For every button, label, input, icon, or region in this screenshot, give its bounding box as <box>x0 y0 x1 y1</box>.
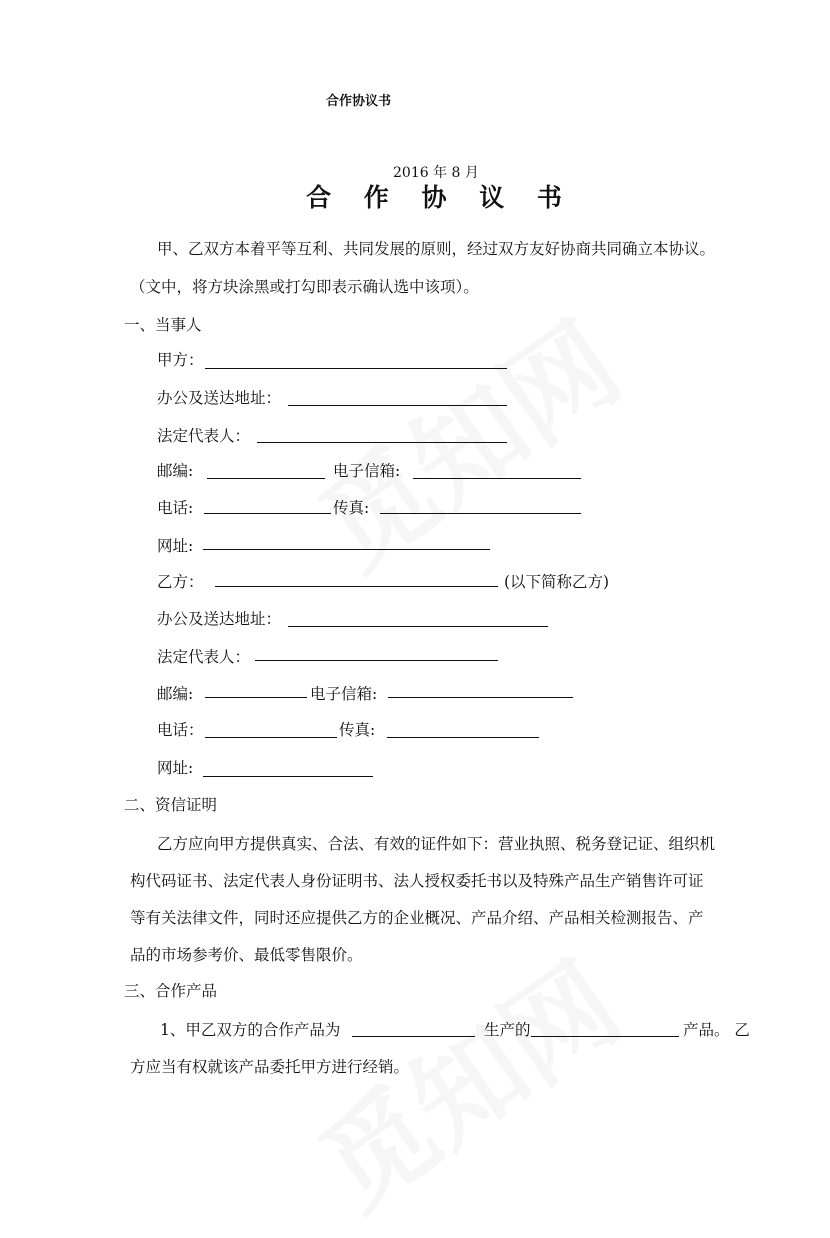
section-heading-products: 三、合作产品 <box>124 982 218 1000</box>
party-b-postcode-field[interactable] <box>205 697 307 698</box>
party-b-website-label: 网址: <box>157 759 194 777</box>
products-item1-suffix: 产品。 乙 <box>683 1021 750 1039</box>
party-b-phone-field[interactable] <box>205 737 337 738</box>
party-b-email-label: 电子信箱: <box>310 685 378 703</box>
products-item1-line2: 方应当有权就该产品委托甲方进行经销。 <box>130 1058 410 1076</box>
party-a-email-label: 电子信箱: <box>333 462 401 480</box>
party-a-phone-field[interactable] <box>204 513 331 514</box>
party-a-phone-label: 电话: <box>157 499 194 517</box>
party-a-postcode-label: 邮编: <box>157 462 194 480</box>
products-item1-mid: 生产的 <box>484 1021 531 1039</box>
party-a-address-label: 办公及送达地址： <box>157 389 282 407</box>
credentials-line-4: 品的市场参考价、最低零售限价。 <box>130 946 363 964</box>
products-product-field[interactable] <box>531 1036 679 1037</box>
watermark <box>285 280 646 599</box>
party-b-address-label: 办公及送达地址： <box>157 610 282 628</box>
party-a-name-field[interactable] <box>205 368 507 369</box>
party-b-website-field[interactable] <box>203 776 373 777</box>
section-heading-parties: 一、当事人 <box>124 316 202 334</box>
products-manufacturer-field[interactable] <box>352 1036 475 1037</box>
party-b-rep-label: 法定代表人： <box>157 648 251 666</box>
intro-line-1: 甲、乙双方本着平等互利、共同发展的原则，经过双方友好协商共同确立本协议。 <box>157 240 716 258</box>
party-a-website-label: 网址: <box>157 537 194 555</box>
party-b-name-suffix: (以下简称乙方) <box>504 573 610 591</box>
party-b-name-field[interactable] <box>215 586 498 587</box>
header-small-title: 合作协议书 <box>326 94 392 109</box>
party-a-website-field[interactable] <box>203 549 490 550</box>
section-heading-credentials: 二、资信证明 <box>124 796 218 814</box>
watermark <box>285 920 646 1238</box>
party-a-rep-field[interactable] <box>257 442 507 443</box>
party-b-fax-label: 传真: <box>339 721 376 739</box>
party-a-fax-label: 传真: <box>333 499 370 517</box>
party-a-rep-label: 法定代表人： <box>157 427 251 445</box>
party-b-name-label: 乙方： <box>157 573 204 591</box>
document-title: 合 作 协 议 书 <box>306 183 574 212</box>
party-a-fax-field[interactable] <box>380 513 581 514</box>
party-a-address-field[interactable] <box>288 405 507 406</box>
party-a-email-field[interactable] <box>413 478 581 479</box>
party-a-name-label: 甲方： <box>157 351 204 369</box>
party-b-email-field[interactable] <box>388 697 573 698</box>
party-b-phone-label: 电话： <box>157 721 204 739</box>
party-b-address-field[interactable] <box>288 626 548 627</box>
intro-line-2: （文中，将方块涂黑或打勾即表示确认选中该项）。 <box>130 278 479 296</box>
party-a-postcode-field[interactable] <box>207 478 325 479</box>
party-b-fax-field[interactable] <box>387 737 539 738</box>
document-date: 2016 年 8 月 <box>393 165 479 181</box>
credentials-line-1: 乙方应向甲方提供真实、合法、有效的证件如下：营业执照、税务登记证、组织机 <box>157 835 716 853</box>
party-b-postcode-label: 邮编: <box>157 685 194 703</box>
credentials-line-2: 构代码证书、法定代表人身份证明书、法人授权委托书以及特殊产品生产销售许可证 <box>130 872 704 890</box>
party-b-rep-field[interactable] <box>255 660 498 661</box>
products-item1-prefix: 1、甲乙双方的合作产品为 <box>160 1021 341 1039</box>
credentials-line-3: 等有关法律文件，同时还应提供乙方的企业概况、产品介绍、产品相关检测报告、产 <box>130 909 704 927</box>
